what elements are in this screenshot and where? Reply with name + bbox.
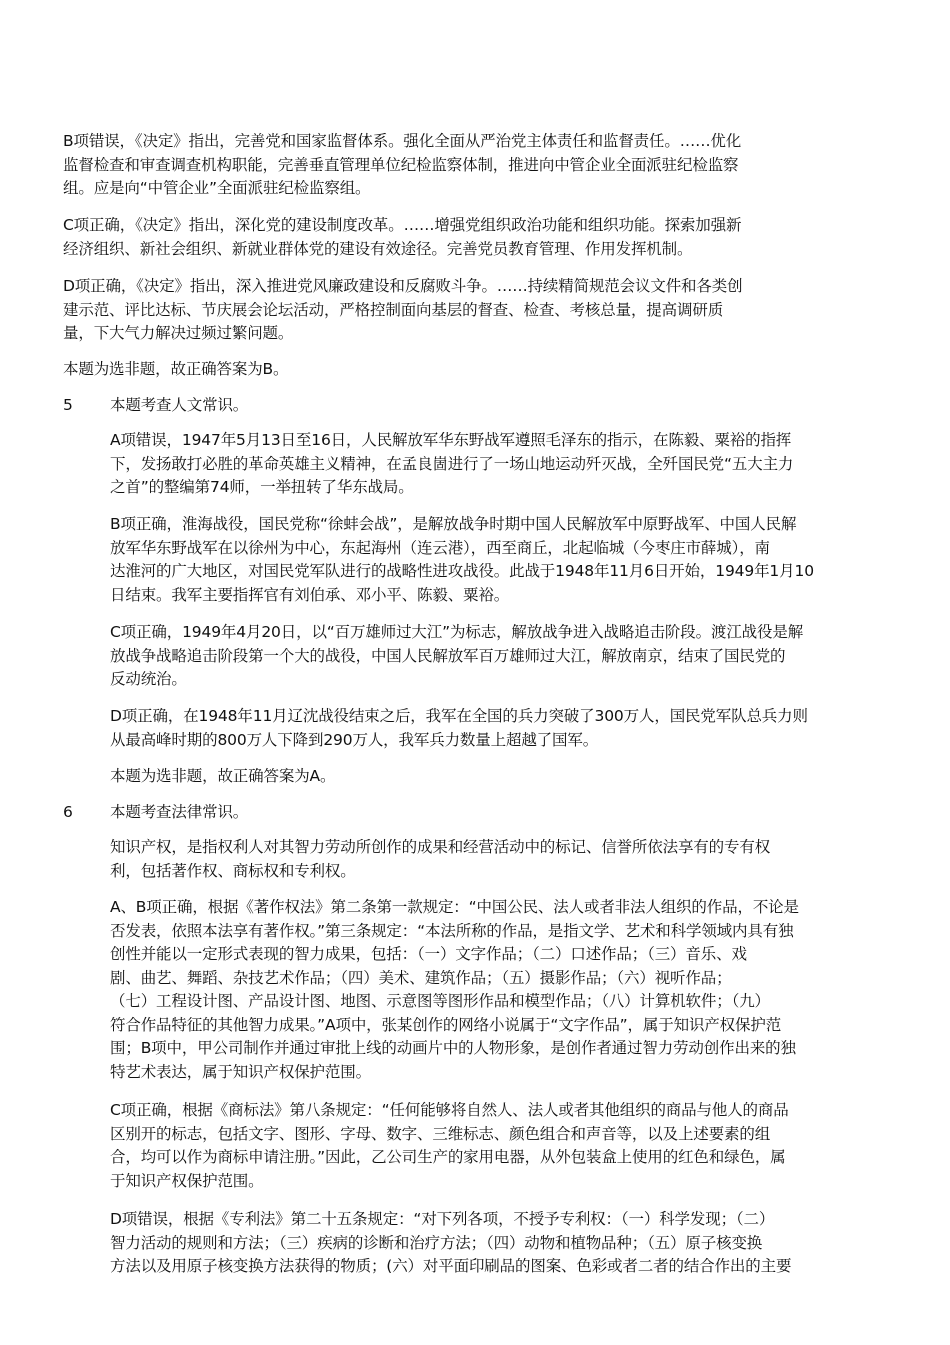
text-line: A项错误，1947年5月13日至16日，人民解放军华东野战军遵照毛泽东的指示，在陈毅、粟裕的指挥 <box>110 431 792 449</box>
paragraph-q6-ab <box>110 896 799 1084</box>
paragraph-q4-d <box>63 275 742 346</box>
text-line: 从最高峰时期的800万人下降到290万人，我军兵力数量上超越了国军。 <box>110 730 599 749</box>
paragraph-q4-c <box>63 214 741 261</box>
text-line: 合，均可以作为商标申请注册。”因此，乙公司生产的家用电器，从外包装盒上使用的红色和绿色，属 <box>110 1148 786 1166</box>
paragraph-q4-b <box>63 130 741 201</box>
text-line: 监督检查和审查调查机构职能，完善垂直管理单位纪检监察体制，推进向中管企业全面派驻纪检监察 <box>63 155 739 174</box>
text-line: 达淮河的广大地区，对国民党军队进行的战略性进攻战役。此战于1948年11月6日开始，1949年1月10 <box>110 562 814 580</box>
question-title <box>110 394 248 418</box>
text-line: 放战争战略追击阶段第一个大的战役，中国人民解放军百万雄师过大江，解放南京，结束了国民党的 <box>110 646 786 665</box>
paragraph-q5-a <box>110 429 793 500</box>
paragraph-q5-b <box>110 513 814 607</box>
paragraph-q6-c <box>110 1099 789 1193</box>
text-line: 放军华东野战军在以徐州为中心，东起海州（连云港），西至商丘，北起临城（今枣庄市薛城），南 <box>110 538 770 557</box>
text-line: D项正确，《决定》指出，深入推进党风廉政建设和反腐败斗争。……持续精简规范会议文件和各类创 <box>63 277 743 295</box>
text-line: 符合作品特征的其他智力成果。”A项中，张某创作的网络小说属于“文字作品”，属于知识产权保护范 <box>110 1015 782 1034</box>
text-line: 建示范、评比达标、节庆展会论坛活动，严格控制面向基层的督查、检查、考核总量，提高调研质 <box>63 300 724 319</box>
text-line: 区别开的标志，包括文字、图形、字母、数字、三维标志、颜色组合和声音等，以及上述要素的组 <box>110 1124 771 1143</box>
paragraph-q6-d <box>110 1208 791 1279</box>
paragraph-q6-intro <box>110 836 770 883</box>
text-line: 否发表，依照本法享有著作权。”第三条规定：“本法所称的作品，是指文学、艺术和科学领域内具有独 <box>110 921 794 940</box>
text-line: A、B项正确，根据《著作权法》第二条第一款规定：“中国公民、法人或者非法人组织的作品，不论是 <box>110 898 799 916</box>
text-line: 于知识产权保护范围。 <box>110 1171 264 1190</box>
text-line: 方法以及用原子核变换方法获得的物质；(六）对平面印刷品的图案、色彩或者二者的结合作出的主要 <box>110 1257 792 1275</box>
paragraph-q5-d <box>110 705 808 752</box>
paragraph-q4-answer <box>63 358 288 382</box>
text-line: 本题考查人文常识。 <box>110 396 249 414</box>
text-line: 本题为选非题，故正确答案为A。 <box>110 767 336 785</box>
text-line: 剧、曲艺、舞蹈、杂技艺术作品；（四）美术、建筑作品；（五）摄影作品；（六）视听作品； <box>110 968 732 987</box>
question-number: 6 <box>63 803 73 821</box>
question-title <box>110 801 248 825</box>
text-line: （七）工程设计图、产品设计图、地图、示意图等图形作品和模型作品；（八）计算机软件；（九） <box>110 992 770 1010</box>
text-line: 组。应是向“中管企业”全面派驻纪检监察组。 <box>63 179 371 197</box>
text-line: C项正确，《决定》指出，深化党的建设制度改革。……增强党组织政治功能和组织功能。探索加强新 <box>63 216 742 234</box>
text-line: B项正确，淮海战役，国民党称“徐蚌会战”，是解放战争时期中国人民解放军中原野战军、中国人民解 <box>110 515 797 533</box>
text-line: 量，下大气力解决过频过繁问题。 <box>63 324 294 342</box>
question-number: 5 <box>63 396 73 414</box>
text-line: C项正确，根据《商标法》第八条规定：“任何能够将自然人、法人或者其他组织的商品与他人的商品 <box>110 1101 789 1119</box>
text-line: 反动统治。 <box>110 670 187 688</box>
text-line: 智力活动的规则和方法；（三）疾病的诊断和治疗方法；（四）动物和植物品种；（五）原子核变换 <box>110 1233 763 1252</box>
text-line: C项正确，1949年4月20日，以“百万雄师过大江”为标志，解放战争进入战略追击阶段。渡江战役是解 <box>110 623 804 641</box>
text-line: D项错误，根据《专利法》第二十五条规定：“对下列各项，不授予专利权：（一）科学发现；（二） <box>110 1210 775 1228</box>
text-line: 特艺术表达，属于知识产权保护范围。 <box>110 1062 371 1081</box>
paragraph-q5-answer <box>110 765 335 789</box>
text-line: 围；B项中，甲公司制作并通过审批上线的动画片中的人物形象，是创作者通过智力劳动创作出来的独 <box>110 1039 796 1057</box>
text-line: 知识产权，是指权利人对其智力劳动所创作的成果和经营活动中的标记、信誉所依法享有的专有权 <box>110 838 771 856</box>
text-line: 日结束。我军主要指挥官有刘伯承、邓小平、陈毅、粟裕。 <box>110 585 510 604</box>
text-line: 利，包括著作权、商标权和专利权。 <box>110 861 356 880</box>
text-line: B项错误，《决定》指出，完善党和国家监督体系。强化全面从严治党主体责任和监督责任。……优化 <box>63 132 742 150</box>
text-line: 经济组织、新社会组织、新就业群体党的建设有效途径。完善党员教育管理、作用发挥机制。 <box>63 239 693 258</box>
text-line: 创性并能以一定形式表现的智力成果，包括：（一）文字作品；（二）口述作品；（三）音乐、戏 <box>110 945 747 963</box>
text-line: 下，发扬敢打必胜的革命英雄主义精神，在孟良崮进行了一场山地运动歼灭战，全歼国民党“五大主力 <box>110 454 794 473</box>
text-line: 之首”的整编第74师，一举扭转了华东战局。 <box>110 478 414 496</box>
text-line: 本题为选非题，故正确答案为B。 <box>63 360 289 378</box>
paragraph-q5-c <box>110 621 803 692</box>
text-line: 本题考查法律常识。 <box>110 803 249 821</box>
text-line: D项正确，在1948年11月辽沈战役结束之后，我军在全国的兵力突破了300万人，国民党军队总兵力则 <box>110 707 808 725</box>
